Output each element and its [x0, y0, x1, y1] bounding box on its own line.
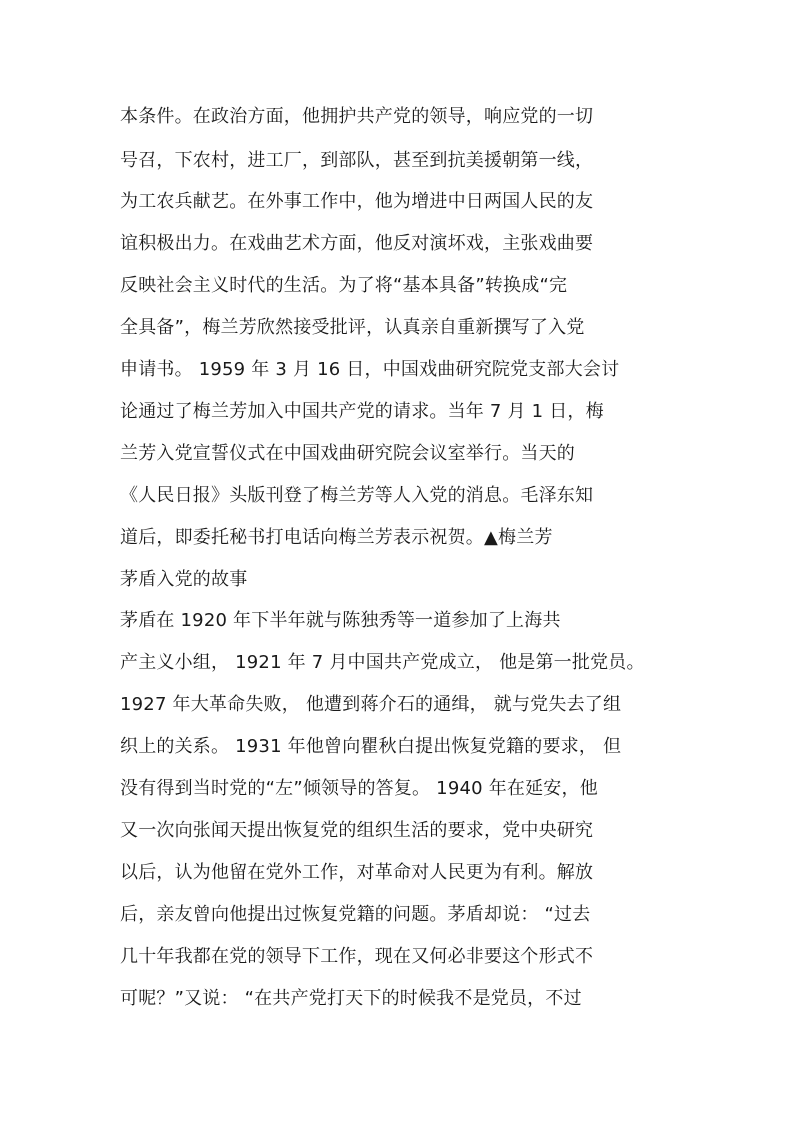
text-line: 谊积极出力。在戏曲艺术方面，他反对演坏戏，主张戏曲要 [120, 233, 594, 254]
text-line: 申请书。 1959 年 3 月 16 日，中国戏曲研究院党支部大会讨 [120, 359, 620, 380]
text-line: 本条件。在政治方面，他拥护共产党的领导，响应党的一切 [120, 106, 594, 127]
text-line: 可呢？”又说： “在共产党打天下的时候我不是党员，不过 [120, 988, 582, 1009]
text-line: 以后，认为他留在党外工作，对革命对人民更为有利。解放 [120, 862, 594, 883]
text-line: 号召，下农村，进工厂，到部队，甚至到抗美援朝第一线， [120, 150, 594, 171]
text-line: 茅盾在 1920 年下半年就与陈独秀等一道参加了上海共 [120, 610, 561, 631]
text-line: 道后，即委托秘书打电话向梅兰芳表示祝贺。▲梅兰芳 [120, 527, 553, 548]
section-heading: 茅盾入党的故事 [120, 569, 248, 590]
text-line: 反映社会主义时代的生活。为了将“基本具备”转换成“完 [120, 275, 568, 296]
text-line: 又一次向张闻天提出恢复党的组织生活的要求，党中央研究 [120, 820, 594, 841]
text-line: 没有得到当时党的“左”倾领导的答复。 1940 年在延安，他 [120, 778, 598, 799]
text-line: 全具备”，梅兰芳欣然接受批评，认真亲自重新撰写了入党 [120, 317, 585, 338]
text-line: 兰芳入党宣誓仪式在中国戏曲研究院会议室举行。当天的 [120, 443, 575, 464]
text-line: 产主义小组， 1921 年 7 月中国共产党成立， 他是第一批党员。 [120, 652, 645, 673]
text-line: 织上的关系。 1931 年他曾向瞿秋白提出恢复党籍的要求， 但 [120, 736, 622, 757]
text-line: 论通过了梅兰芳加入中国共产党的请求。当年 7 月 1 日，梅 [120, 401, 604, 422]
text-line: 为工农兵献艺。在外事工作中，他为增进中日两国人民的友 [120, 191, 594, 212]
text-line: 几十年我都在党的领导下工作，现在又何必非要这个形式不 [120, 946, 594, 967]
text-line: 1927 年大革命失败， 他遭到蒋介石的通缉， 就与党失去了组 [120, 694, 622, 715]
text-line: 后，亲友曾向他提出过恢复党籍的问题。茅盾却说： “过去 [120, 904, 591, 925]
text-line: 《人民日报》头版刊登了梅兰芳等人入党的消息。毛泽东知 [120, 485, 594, 506]
